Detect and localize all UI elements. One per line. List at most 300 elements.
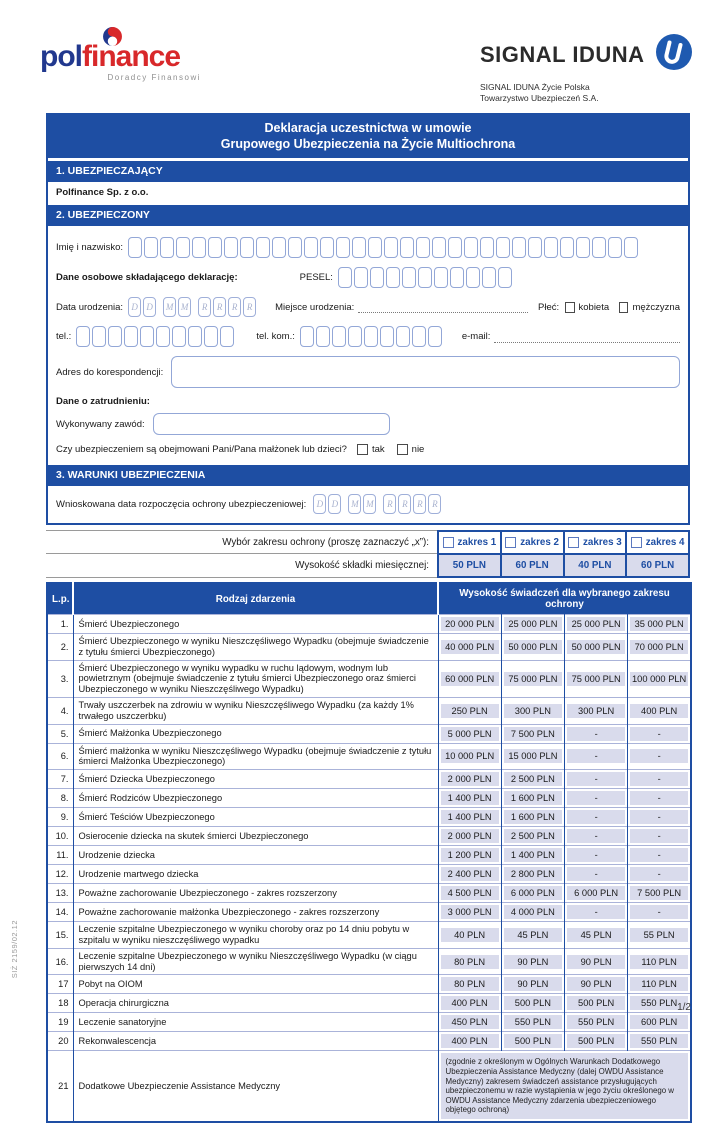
char-box[interactable] xyxy=(144,237,158,258)
event-description: Pobyt na OIOM xyxy=(73,975,438,994)
column-header-lp: L.p. xyxy=(47,583,73,615)
benefit-value-text: 400 PLN xyxy=(441,1034,499,1048)
benefit-value xyxy=(628,884,691,903)
polfinance-swirl-icon xyxy=(102,26,123,52)
benefit-value xyxy=(501,808,564,827)
premium-1: 50 PLN xyxy=(437,553,500,578)
benefit-value-text: - xyxy=(630,829,688,843)
event-description: Śmierć Małżonka Ubezpieczonego xyxy=(73,724,438,743)
name-input[interactable] xyxy=(128,237,638,258)
occupation-input[interactable] xyxy=(153,413,390,435)
address-label: Adres do korespondencji: xyxy=(56,366,164,378)
row-number: 17 xyxy=(47,975,73,994)
benefit-value xyxy=(438,865,501,884)
char-box[interactable] xyxy=(128,237,142,258)
char-box[interactable] xyxy=(240,237,254,258)
benefit-value-text: 75 000 PLN xyxy=(504,672,562,686)
benefit-value xyxy=(438,808,501,827)
birth-date-label: Data urodzenia: xyxy=(56,301,124,313)
char-box[interactable] xyxy=(92,326,106,347)
benefit-value-text: 10 000 PLN xyxy=(441,749,499,763)
char-box[interactable] xyxy=(332,326,346,347)
address-input[interactable] xyxy=(171,356,680,388)
table-row xyxy=(47,994,691,1013)
scope-3-checkbox[interactable] xyxy=(568,537,579,548)
table-row xyxy=(47,660,691,697)
benefit-value xyxy=(628,1032,691,1051)
char-box[interactable] xyxy=(544,237,558,258)
occupation-label: Wykonywany zawód: xyxy=(56,418,145,430)
char-box[interactable] xyxy=(208,237,222,258)
benefit-value-text: 7 500 PLN xyxy=(630,886,688,900)
benefit-value-text: 25 000 PLN xyxy=(504,617,562,631)
benefit-value xyxy=(438,697,501,724)
benefit-value xyxy=(565,1032,628,1051)
table-row xyxy=(47,827,691,846)
char-box[interactable] xyxy=(432,237,446,258)
event-description: Osierocenie dziecka na skutek śmierci Ubezpieczonego xyxy=(73,827,438,846)
benefit-value-text: 1 400 PLN xyxy=(504,848,562,862)
benefit-value-text: 250 PLN xyxy=(441,704,499,718)
event-description: Leczenie szpitalne Ubezpieczonego w wyniku Nieszczęśliwego Wypadku (w ciągu pierwszych 14 dni) xyxy=(73,948,438,975)
char-box[interactable] xyxy=(528,237,542,258)
char-box[interactable] xyxy=(224,237,238,258)
table-row xyxy=(47,948,691,975)
section-2-heading: 2. UBEZPIECZONY xyxy=(48,203,688,226)
table-row xyxy=(47,1032,691,1051)
scope-1-checkbox[interactable] xyxy=(443,537,454,548)
benefit-value xyxy=(438,789,501,808)
row-number: 20 xyxy=(47,1032,73,1051)
char-box[interactable] xyxy=(384,237,398,258)
char-box[interactable] xyxy=(496,237,510,258)
benefit-value-text: 55 PLN xyxy=(630,928,688,942)
benefit-value-text: 110 PLN xyxy=(630,977,688,991)
row-number: 16. xyxy=(47,948,73,975)
benefit-value-text: 90 PLN xyxy=(504,955,562,969)
benefit-value xyxy=(628,922,691,949)
benefit-value-text: 1 200 PLN xyxy=(441,848,499,862)
event-description: Śmierć Dziecka Ubezpieczonego xyxy=(73,770,438,789)
char-box[interactable] xyxy=(256,237,270,258)
char-box[interactable] xyxy=(370,267,384,288)
benefit-value xyxy=(628,808,691,827)
benefit-value-text: 90 PLN xyxy=(504,977,562,991)
char-box[interactable] xyxy=(448,237,462,258)
benefit-value-text: 7 500 PLN xyxy=(504,727,562,741)
row-number: 21 xyxy=(47,1051,73,1122)
benefit-value-text: 25 000 PLN xyxy=(567,617,625,631)
char-box[interactable] xyxy=(188,326,202,347)
benefit-value-text: - xyxy=(630,749,688,763)
benefit-value xyxy=(565,846,628,865)
scope-2-checkbox[interactable] xyxy=(505,537,516,548)
benefit-value xyxy=(501,903,564,922)
benefit-value-text: 600 PLN xyxy=(630,1015,688,1029)
benefit-value-text: 100 000 PLN xyxy=(632,673,687,684)
table-row xyxy=(47,846,691,865)
char-box[interactable] xyxy=(338,267,352,288)
tel-mobile-label: tel. kom.: xyxy=(256,331,295,342)
row-number: 14. xyxy=(47,903,73,922)
column-header-values: Wysokość świadczeń dla wybranego zakresu ochrony xyxy=(438,583,691,615)
benefit-value-text: - xyxy=(567,772,625,786)
benefit-value-text: 500 PLN xyxy=(504,996,562,1010)
benefit-value-text: 2 000 PLN xyxy=(441,772,499,786)
benefit-value-text: 4 000 PLN xyxy=(504,905,562,919)
birth-place-input[interactable] xyxy=(358,301,528,313)
benefit-value xyxy=(438,846,501,865)
benefit-value-text: - xyxy=(630,848,688,862)
benefit-value-text: 500 PLN xyxy=(504,1034,562,1048)
benefit-value-text: - xyxy=(630,772,688,786)
char-box[interactable] xyxy=(76,326,90,347)
benefit-value xyxy=(628,615,691,634)
char-box[interactable] xyxy=(124,326,138,347)
sex-label: Płeć: xyxy=(538,301,560,313)
benefit-value xyxy=(565,827,628,846)
benefit-value-text: 6 000 PLN xyxy=(567,886,625,900)
table-row xyxy=(47,922,691,949)
date-char-box[interactable]: M xyxy=(363,494,376,514)
char-box[interactable] xyxy=(304,237,318,258)
benefit-value-text: 45 PLN xyxy=(504,928,562,942)
char-box[interactable] xyxy=(220,326,234,347)
benefit-value xyxy=(565,789,628,808)
char-box[interactable] xyxy=(608,237,622,258)
event-description: Trwały uszczerbek na zdrowiu w wyniku Nieszczęśliwego Wypadku (za każdy 1% trwałego uszczerbku) xyxy=(73,697,438,724)
benefit-value-text: - xyxy=(630,905,688,919)
benefit-value xyxy=(501,948,564,975)
row-number: 8. xyxy=(47,789,73,808)
benefit-value-text: 5 000 PLN xyxy=(441,727,499,741)
char-box[interactable] xyxy=(624,237,638,258)
benefit-value-text: 400 PLN xyxy=(630,704,688,718)
benefit-value xyxy=(438,743,501,770)
benefit-value xyxy=(565,865,628,884)
event-description: Śmierć Ubezpieczonego xyxy=(73,615,438,634)
date-char-box[interactable]: D xyxy=(128,297,141,317)
family-yes-label: tak xyxy=(371,444,385,455)
benefit-value xyxy=(628,770,691,789)
char-box[interactable] xyxy=(352,237,366,258)
char-box[interactable] xyxy=(272,237,286,258)
benefit-value-text: 550 PLN xyxy=(567,1015,625,1029)
birth-date-input[interactable] xyxy=(128,297,261,317)
benefit-value xyxy=(565,884,628,903)
table-row xyxy=(47,1051,691,1122)
row-number: 15. xyxy=(47,922,73,949)
sex-male-checkbox[interactable] xyxy=(619,302,628,313)
benefit-value-text: 4 500 PLN xyxy=(441,886,499,900)
char-box[interactable] xyxy=(108,326,122,347)
benefit-value-text: - xyxy=(630,727,688,741)
char-box[interactable] xyxy=(434,267,448,288)
tel-mobile-input[interactable] xyxy=(300,326,442,347)
start-date-label: Wnioskowana data rozpoczęcia ochrony ubezpieczeniowej: xyxy=(56,498,307,510)
date-char-box[interactable]: R xyxy=(213,297,226,317)
date-char-box[interactable]: M xyxy=(178,297,191,317)
benefits-body xyxy=(47,615,691,1122)
char-box[interactable] xyxy=(176,237,190,258)
benefit-value xyxy=(565,724,628,743)
char-box[interactable] xyxy=(512,237,526,258)
benefit-value xyxy=(565,660,628,697)
char-box[interactable] xyxy=(416,237,430,258)
char-box[interactable] xyxy=(498,267,512,288)
char-box[interactable] xyxy=(288,237,302,258)
event-description: Rekonwalescencja xyxy=(73,1032,438,1051)
benefit-value-text: - xyxy=(630,791,688,805)
benefit-value-text: 2 400 PLN xyxy=(441,867,499,881)
assistance-note xyxy=(438,1051,691,1122)
char-box[interactable] xyxy=(412,326,426,347)
table-row xyxy=(47,770,691,789)
sex-male-label: mężczyzna xyxy=(632,301,680,313)
char-box[interactable] xyxy=(380,326,394,347)
sex-female-checkbox[interactable] xyxy=(565,302,574,313)
benefit-value xyxy=(438,770,501,789)
pesel-input[interactable] xyxy=(338,267,512,288)
benefit-value xyxy=(628,903,691,922)
date-char-box[interactable]: R xyxy=(383,494,396,514)
benefit-value-text: 20 000 PLN xyxy=(441,617,499,631)
char-box[interactable] xyxy=(348,326,362,347)
benefit-value-text: 45 PLN xyxy=(567,928,625,942)
signal-iduna-circle-icon xyxy=(655,33,693,76)
char-box[interactable] xyxy=(204,326,218,347)
benefit-value xyxy=(628,827,691,846)
scope-2-cell[interactable] xyxy=(500,530,563,553)
policyholder-name: Polfinance Sp. z o.o. xyxy=(48,182,688,203)
date-char-box[interactable]: D xyxy=(328,494,341,514)
benefit-value xyxy=(438,975,501,994)
family-no-label: nie xyxy=(411,444,425,455)
employment-label: Dane o zatrudnieniu: xyxy=(56,396,150,407)
char-box[interactable] xyxy=(172,326,186,347)
char-box[interactable] xyxy=(396,326,410,347)
scope-1-cell[interactable] xyxy=(437,530,500,553)
benefit-value-text: 450 PLN xyxy=(441,1015,499,1029)
benefit-value-text: - xyxy=(567,791,625,805)
benefit-value xyxy=(565,743,628,770)
benefit-value xyxy=(501,1013,564,1032)
name-label: Imię i nazwisko: xyxy=(56,242,124,253)
benefit-value-text: 550 PLN xyxy=(504,1015,562,1029)
benefit-value xyxy=(628,975,691,994)
benefit-value-text: 40 PLN xyxy=(441,928,499,942)
date-char-box[interactable]: R xyxy=(398,494,411,514)
row-number: 5. xyxy=(47,724,73,743)
benefit-value xyxy=(501,697,564,724)
char-box[interactable] xyxy=(300,326,314,347)
benefit-value-text: 110 PLN xyxy=(630,955,688,969)
family-no-checkbox[interactable] xyxy=(397,444,408,455)
sex-female-label: kobieta xyxy=(578,301,610,313)
benefit-value xyxy=(565,1013,628,1032)
table-row xyxy=(47,865,691,884)
event-description: Poważne zachorowanie Ubezpieczonego - zakres rozszerzony xyxy=(73,884,438,903)
benefit-value-text: 550 PLN xyxy=(630,996,688,1010)
char-box[interactable] xyxy=(466,267,480,288)
event-description: Urodzenie dziecka xyxy=(73,846,438,865)
insured-fields xyxy=(48,226,688,463)
char-box[interactable] xyxy=(354,267,368,288)
signal-iduna-logo xyxy=(480,33,695,103)
benefit-value-text: - xyxy=(630,867,688,881)
char-box[interactable] xyxy=(480,237,494,258)
char-box[interactable] xyxy=(320,237,334,258)
event-description: Śmierć Ubezpieczonego w wyniku wypadku w ruchu lądowym, wodnym lub powietrznym (obejmuje świadczenie z tytułu śmierci Ubezpieczonego oraz śmierci Ubezpieczonego w wyniku Nieszczęśliwego Wypadku) xyxy=(73,660,438,697)
char-box[interactable] xyxy=(156,326,170,347)
benefit-value-text: 35 000 PLN xyxy=(630,617,688,631)
event-description: Śmierć Rodziców Ubezpieczonego xyxy=(73,789,438,808)
benefit-value xyxy=(628,1013,691,1032)
polfinance-tagline: Doradcy Finansowi xyxy=(107,73,201,82)
date-char-box[interactable]: R xyxy=(228,297,241,317)
start-date-input[interactable] xyxy=(313,494,446,514)
date-char-box[interactable]: M xyxy=(163,297,176,317)
benefit-value-text: 300 PLN xyxy=(504,704,562,718)
benefit-value xyxy=(565,994,628,1013)
row-number: 3. xyxy=(47,660,73,697)
benefit-value-text: 75 000 PLN xyxy=(567,672,625,686)
benefit-value xyxy=(628,789,691,808)
signal-iduna-wordmark: SIGNAL IDUNA xyxy=(480,41,645,67)
scope-4-cell[interactable] xyxy=(625,530,690,553)
section-3-heading: 3. WARUNKI UBEZPIECZENIA xyxy=(48,463,688,486)
benefit-value xyxy=(438,615,501,634)
benefit-value-text: 50 000 PLN xyxy=(567,640,625,654)
char-box[interactable] xyxy=(418,267,432,288)
tel-label: tel.: xyxy=(56,331,72,342)
tel-input[interactable] xyxy=(76,326,234,347)
benefit-value xyxy=(501,743,564,770)
benefit-value-text: 500 PLN xyxy=(567,1034,625,1048)
char-box[interactable] xyxy=(160,237,174,258)
event-description: Poważne zachorowanie małżonka Ubezpieczonego - zakres rozszerzony xyxy=(73,903,438,922)
scope-4-checkbox[interactable] xyxy=(631,537,642,548)
benefit-value xyxy=(501,634,564,661)
row-number: 19 xyxy=(47,1013,73,1032)
family-yes-checkbox[interactable] xyxy=(357,444,368,455)
benefits-table xyxy=(46,582,692,1123)
scope-3-cell[interactable] xyxy=(563,530,626,553)
benefit-value-text: 2 800 PLN xyxy=(504,867,562,881)
date-char-box[interactable]: R xyxy=(428,494,441,514)
char-box[interactable] xyxy=(428,326,442,347)
benefit-value xyxy=(438,948,501,975)
signal-iduna-subtitle: SIGNAL IDUNA Życie Polska Towarzystwo Ubezpieczeń S.A. xyxy=(480,82,599,103)
char-box[interactable] xyxy=(316,326,330,347)
char-box[interactable] xyxy=(364,326,378,347)
benefit-value xyxy=(438,827,501,846)
char-box[interactable] xyxy=(592,237,606,258)
benefit-value-text: 6 000 PLN xyxy=(504,886,562,900)
table-row xyxy=(47,615,691,634)
benefit-value xyxy=(438,660,501,697)
benefit-value-text: - xyxy=(567,727,625,741)
benefit-value xyxy=(501,975,564,994)
char-box[interactable] xyxy=(140,326,154,347)
polfinance-logo xyxy=(40,26,215,82)
char-box[interactable] xyxy=(482,267,496,288)
benefit-value xyxy=(565,697,628,724)
row-number: 9. xyxy=(47,808,73,827)
benefit-value-text: 1 600 PLN xyxy=(504,791,562,805)
benefit-value-text: 90 PLN xyxy=(567,977,625,991)
char-box[interactable] xyxy=(464,237,478,258)
benefit-value xyxy=(438,1013,501,1032)
form-title: Deklaracja uczestnictwa w umowie Grupowego Ubezpieczenia na Życie Multiochrona xyxy=(48,115,688,158)
pesel-label: PESEL: xyxy=(299,272,333,283)
table-row xyxy=(47,903,691,922)
benefit-value-text: 500 PLN xyxy=(567,996,625,1010)
row-number: 1. xyxy=(47,615,73,634)
char-box[interactable] xyxy=(386,267,400,288)
benefit-value-text: 40 000 PLN xyxy=(441,640,499,654)
email-input[interactable] xyxy=(494,331,680,343)
event-description: Śmierć małżonka w wyniku Nieszczęśliwego Wypadku (obejmuje świadczenie z tytułu śmierci Małżonka Ubezpieczonego) xyxy=(73,743,438,770)
char-box[interactable] xyxy=(400,237,414,258)
benefit-value xyxy=(565,922,628,949)
benefit-value xyxy=(565,634,628,661)
date-char-box[interactable]: R xyxy=(413,494,426,514)
benefit-value-text: 550 PLN xyxy=(630,1034,688,1048)
row-number: 10. xyxy=(47,827,73,846)
benefit-value xyxy=(501,827,564,846)
benefit-value-text: 70 000 PLN xyxy=(630,640,688,654)
char-box[interactable] xyxy=(336,237,350,258)
benefit-value-text: 80 PLN xyxy=(441,977,499,991)
char-box[interactable] xyxy=(450,267,464,288)
row-number: 2. xyxy=(47,634,73,661)
date-char-box[interactable]: M xyxy=(348,494,361,514)
family-question-label: Czy ubezpieczeniem są obejmowani Pani/Pana małżonek lub dzieci? xyxy=(56,444,347,455)
scope-1-label: zakres 1 xyxy=(457,537,497,548)
table-row xyxy=(47,724,691,743)
char-box[interactable] xyxy=(576,237,590,258)
date-char-box[interactable]: D xyxy=(313,494,326,514)
benefit-value xyxy=(565,975,628,994)
benefit-value-text: - xyxy=(630,810,688,824)
char-box[interactable] xyxy=(560,237,574,258)
benefit-value xyxy=(565,615,628,634)
benefit-value xyxy=(501,865,564,884)
table-row xyxy=(47,884,691,903)
char-box[interactable] xyxy=(402,267,416,288)
table-row xyxy=(47,634,691,661)
benefit-value xyxy=(628,634,691,661)
char-box[interactable] xyxy=(368,237,382,258)
row-number: 13. xyxy=(47,884,73,903)
benefit-value xyxy=(438,922,501,949)
benefit-value-text: 3 000 PLN xyxy=(441,905,499,919)
benefit-value xyxy=(438,884,501,903)
event-description: Śmierć Teściów Ubezpieczonego xyxy=(73,808,438,827)
date-char-box[interactable]: D xyxy=(143,297,156,317)
benefit-value-text: 60 000 PLN xyxy=(441,672,499,686)
benefit-value xyxy=(438,724,501,743)
benefit-value xyxy=(565,808,628,827)
benefit-value xyxy=(628,724,691,743)
date-char-box[interactable]: R xyxy=(243,297,256,317)
benefit-value xyxy=(501,1032,564,1051)
benefit-value-text: - xyxy=(567,848,625,862)
char-box[interactable] xyxy=(192,237,206,258)
date-char-box[interactable]: R xyxy=(198,297,211,317)
page-number: 1/2 xyxy=(677,1002,691,1013)
